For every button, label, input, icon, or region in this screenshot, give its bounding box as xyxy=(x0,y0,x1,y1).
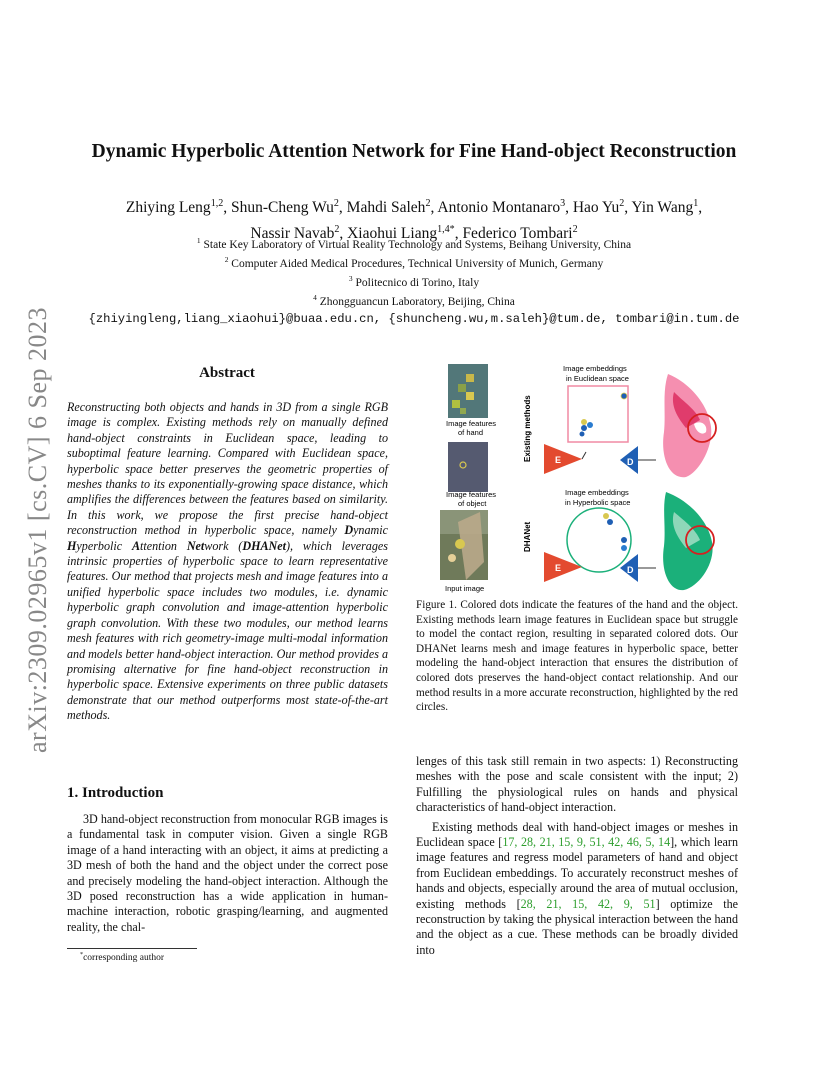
mesh-hyperbolic-result xyxy=(663,492,714,590)
arxiv-id-text: arXiv:2309.02965v1 [cs.CV] 6 Sep 2023 xyxy=(23,306,52,754)
hand-dot xyxy=(607,519,613,525)
citation-links[interactable]: 17, 28, 21, 15, 9, 51, 42, 46, 5, 14 xyxy=(502,835,671,850)
paragraph: Existing methods deal with hand-object images or meshes in Euclidean space [17, 28, 21, 15, 9, 51, 42, 46, 5, 14], which learn image features and regress model parameters of hand and object from Euclidean embeddings. To accurately reconstruct meshes of hands and objects, especially around the area of mutual occlusion, existing methods [28, 21, 15, 42, 9, 51] optimize the reconstruction by taking the physical interaction between the hand and the object as a cue. These methods can be broadly divided into xyxy=(416,819,738,957)
footnote-divider xyxy=(67,948,197,949)
figure-caption: Figure 1. Colored dots indicate the features of the hand and the object. Existing methods learn image features in Euclidean space but struggle to model the contact region, resulting in separated colored dots. Our DHANet learns mesh and image features in hyperbolic space, better modeling the hand-object interaction that ensures the distribution of colored dots preserves the hand-object contact relationship. And our method results in a more accurate reconstruction, highlighted by the red circles. xyxy=(416,599,738,714)
row-label-dhanet: DHANet xyxy=(523,521,532,552)
hand-dot xyxy=(581,419,587,425)
hand-dot xyxy=(580,432,585,437)
affiliation-2: $^2$ Computer Aided Medical Procedures, Technical University of Munich, Germany xyxy=(224,255,604,270)
author: Hao Yu$^2$ xyxy=(572,198,625,217)
author-emails: {zhiyingleng,liang_xiaohui}@buaa.edu.cn, {shuncheng.wu,m.saleh}@tum.de, tombari@in.tum.de xyxy=(88,312,740,326)
object-feature-map xyxy=(448,442,488,492)
label-hyperbolic-2: in Hyperbolic space xyxy=(565,498,631,507)
decoder-block-2 xyxy=(620,554,638,582)
euclidean-space-box xyxy=(568,386,628,442)
object-dot xyxy=(621,537,627,543)
label-hand-features-2: of hand xyxy=(458,428,484,437)
mesh-euclidean-result xyxy=(663,374,716,477)
arxiv-identifier xyxy=(18,290,58,770)
author: Xiaohui Liang$^{1,4*}$ xyxy=(347,224,455,243)
label-euclidean-1: Image embeddings xyxy=(563,364,627,373)
encoder-block-2 xyxy=(544,552,582,582)
label-object-features-1: Image features xyxy=(446,490,497,499)
svg-text:E: E xyxy=(555,563,562,573)
label-input-image: Input image xyxy=(445,584,485,593)
hand-feature-map xyxy=(448,364,488,418)
object-dot xyxy=(621,393,627,399)
hand-dot xyxy=(603,513,609,519)
svg-text:E: E xyxy=(555,455,562,465)
input-image xyxy=(440,510,488,580)
author-line-2: Nassir Navab$^2$, Xiaohui Liang$^{1,4*}$, Federico Tombari$^2$ xyxy=(250,224,578,243)
decoder-block-1 xyxy=(620,446,638,474)
author: Mahdi Saleh$^2$ xyxy=(346,198,431,217)
label-euclidean-2: in Euclidean space xyxy=(566,374,629,383)
affiliation-1: $^1$ State Key Laboratory of Virtual Reality Technology and Systems, Beihang University, China xyxy=(196,236,632,251)
author: Federico Tombari$^2$ xyxy=(462,224,578,243)
label-hyperbolic-1: Image embeddings xyxy=(565,488,629,497)
paper-title: Dynamic Hyperbolic Attention Network for Fine Hand-object Reconstruction xyxy=(91,141,737,162)
label-object-features-2: of object xyxy=(458,499,487,508)
hand-dot xyxy=(587,422,593,428)
affiliation-3: $^3$ Politecnico di Torino, Italy xyxy=(348,274,480,289)
row-label-existing-methods: Existing methods xyxy=(523,395,532,462)
figure-1 xyxy=(438,362,738,597)
author: Nassir Navab$^2$ xyxy=(250,224,340,243)
author: Zhiying Leng$^{1,2}$ xyxy=(125,198,224,217)
author: Antonio Montanaro$^3$ xyxy=(437,198,566,217)
author: Shun-Cheng Wu$^2$ xyxy=(231,198,339,217)
label-hand-features-1: Image features xyxy=(446,419,497,428)
affiliation-4: $^4$ Zhongguancun Laboratory, Beijing, China xyxy=(313,293,515,308)
section-heading-introduction: 1. Introduction xyxy=(67,785,164,801)
right-column-text xyxy=(416,754,738,958)
object-dot xyxy=(621,545,627,551)
hand-dot xyxy=(581,425,587,431)
author-line-1: Zhiying Leng$^{1,2}$, Shun-Cheng Wu$^2$, Mahdi Saleh$^2$, Antonio Montanaro$^3$, Hao Yu$^2$, Yin Wang$^1$, xyxy=(125,198,703,217)
citation-links[interactable]: 28, 21, 15, 42, 9, 51 xyxy=(520,896,656,911)
svg-text:D: D xyxy=(627,457,634,467)
abstract-text: Reconstructing both objects and hands in 3D from a single RGB image is complex. Existing methods rely on manually defined hand-object constraints in Euclidean space, leading to suboptimal feature learning. Compared with Euclidean space, hyperbolic space better preserves the geometric properties of meshes thanks to its exponentially-growing space distance, which amplifies the differences between the features based on similarity. In this work, we propose the first precise hand-object reconstruction method in hyperbolic space, namely Dynamic Hyperbolic Attention Network (DHANet), which leverages intrinsic properties of hyperbolic space to learn representative features. Our method that projects mesh and image features into a unified hyperbolic space includes two modules, i.e. dynamic hyperbolic graph convolution and image-attention hyperbolic graph convolution. With these two modules, our method learns mesh features with rich geometry-image multi-modal information and models better hand-object interaction. Our method provides a promising alternative for fine hand-object reconstruction in hyperbolic space. Extensive experiments on three public datasets demonstrate that our method outperforms most state-of-the-art methods. xyxy=(67,400,388,723)
svg-text:D: D xyxy=(627,565,634,575)
author: Yin Wang$^1$ xyxy=(631,198,699,217)
paragraph: lenges of this task still remain in two aspects: 1) Reconstructing meshes with the pose and scale consistent with the input; 2) Fulfilling the physiological rules on hands and physical characteristics of hand-object interaction. xyxy=(416,754,738,815)
introduction-text: 3D hand-object reconstruction from monocular RGB images is a fundamental task in computer vision. Given a single RGB image of a hand interacting with an object, it aims at predicting a 3D mesh of both the hand and the object under the correct pose and precisely modeling the hand-object interaction. Although the 3D posed reconstruction has a wide application in human-machine interaction, robotic grasping/learning, and augmented reality, the chal- xyxy=(67,812,388,934)
abstract-heading: Abstract xyxy=(199,365,255,381)
footnote: *corresponding author xyxy=(80,952,165,964)
encoder-block-1 xyxy=(544,444,582,474)
